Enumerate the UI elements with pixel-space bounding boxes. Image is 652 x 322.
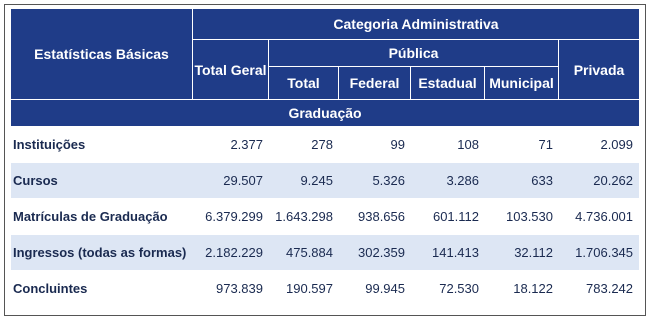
cell-publica-total: 9.245: [269, 163, 339, 199]
cell-estadual: 108: [411, 127, 485, 163]
table-row: [11, 235, 639, 271]
cell-privada: 20.262: [559, 163, 639, 199]
table-row: [11, 163, 639, 199]
cell-publica-total: 475.884: [269, 235, 339, 271]
sub-header-total: Total: [269, 67, 339, 100]
category-header: Categoria Administrativa: [193, 9, 639, 40]
cell-municipal: 103.530: [485, 199, 559, 235]
privada-header: Privada: [559, 40, 639, 100]
cell-federal: 99: [339, 127, 411, 163]
total-geral-header: Total Geral: [193, 40, 269, 100]
table-frame: [4, 4, 646, 316]
statistics-table: [11, 9, 639, 307]
table-row: [11, 127, 639, 163]
cell-estadual: 3.286: [411, 163, 485, 199]
row-label: Cursos: [11, 163, 193, 199]
cell-municipal: 633: [485, 163, 559, 199]
cell-estadual: 72.530: [411, 271, 485, 307]
cell-federal: 99.945: [339, 271, 411, 307]
row-label: Ingressos (todas as formas): [11, 235, 193, 271]
cell-privada: 1.706.345: [559, 235, 639, 271]
table-row: [11, 199, 639, 235]
cell-total-geral: 2.377: [193, 127, 269, 163]
cell-municipal: 71: [485, 127, 559, 163]
cell-privada: 783.242: [559, 271, 639, 307]
cell-federal: 5.326: [339, 163, 411, 199]
sub-header-federal: Federal: [339, 67, 411, 100]
cell-municipal: 32.112: [485, 235, 559, 271]
sub-header-municipal: Municipal: [485, 67, 559, 100]
cell-publica-total: 190.597: [269, 271, 339, 307]
cell-total-geral: 29.507: [193, 163, 269, 199]
row-label: Concluintes: [11, 271, 193, 307]
cell-total-geral: 2.182.229: [193, 235, 269, 271]
row-label: Matrículas de Graduação: [11, 199, 193, 235]
cell-estadual: 141.413: [411, 235, 485, 271]
cell-total-geral: 6.379.299: [193, 199, 269, 235]
sub-header-estadual: Estadual: [411, 67, 485, 100]
cell-federal: 938.656: [339, 199, 411, 235]
row-label: Instituições: [11, 127, 193, 163]
section-header-graduacao: Graduação: [11, 100, 639, 127]
cell-federal: 302.359: [339, 235, 411, 271]
cell-publica-total: 278: [269, 127, 339, 163]
row-header-label: Estatísticas Básicas: [11, 9, 193, 100]
cell-estadual: 601.112: [411, 199, 485, 235]
cell-publica-total: 1.643.298: [269, 199, 339, 235]
cell-municipal: 18.122: [485, 271, 559, 307]
cell-privada: 2.099: [559, 127, 639, 163]
publica-header: Pública: [269, 40, 559, 67]
cell-total-geral: 973.839: [193, 271, 269, 307]
table-row: [11, 271, 639, 307]
cell-privada: 4.736.001: [559, 199, 639, 235]
